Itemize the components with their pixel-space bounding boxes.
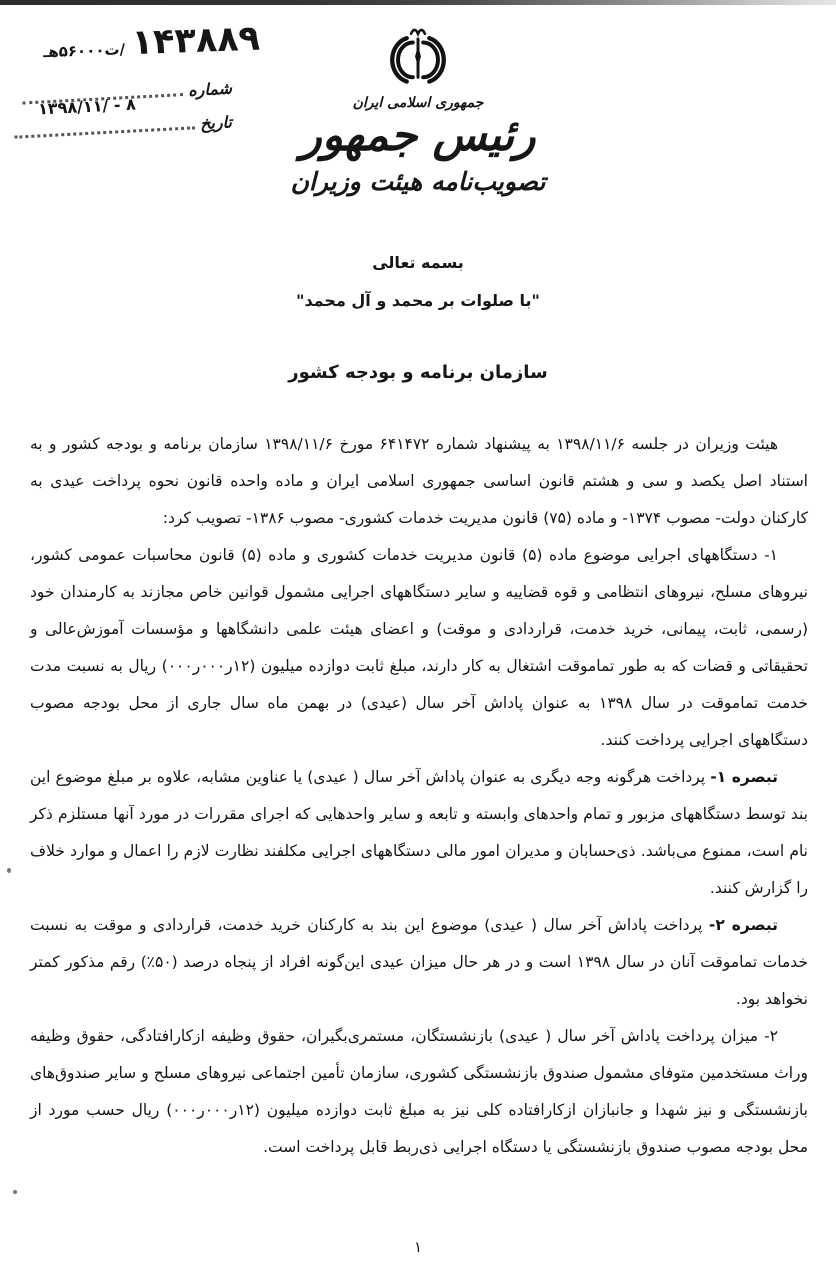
paragraph-preamble [30,426,808,537]
iran-emblem-icon [390,26,446,92]
dotted-leader [14,126,195,138]
handwritten-date: ۱۳۹۸/۱۱/ - ۸ [37,94,137,119]
paragraph-lead: ۱- [764,546,778,564]
paragraph-clause-1 [30,537,808,759]
paragraph-note-1 [30,759,808,907]
paragraph-lead: ۲- [764,1027,778,1045]
salawat-line: "با صلوات بر محمد و آل محمد" [296,291,540,310]
addressee-title: سازمان برنامه و بودجه کشور [288,362,548,383]
country-title: جمهوری اسلامی ایران [352,95,484,111]
paragraph-note-2 [30,907,808,1018]
date-field-row [14,114,235,141]
scan-speck [7,868,11,873]
page-number: ۱ [413,1238,423,1256]
paragraph-lead: تبصره ۲- [708,916,778,934]
number-label: شماره [187,78,233,100]
scan-artifact-strip [0,0,836,5]
ref-number-suffix: /ت۵۶۰۰۰هـ [42,40,126,62]
paragraph-text: پرداخت پاداش آخر سال ( عیدی) موضوع این بند به کارکنان خرید خدمت، قراردادی و موقت به نسبت خدمات تماموقت آنان در سال ۱۳۹۸ است و در هر حال میزان عیدی این‌گونه افراد از پنجاه درصد (۵۰٪) رقم مذکور کمتر نخواهد بود. [30,916,808,1008]
date-label: تاریخ [199,112,233,134]
ref-number-block [7,18,261,66]
basmala: بسمه تعالی [372,253,464,272]
paragraph-text: پرداخت هرگونه وجه دیگری به عنوان پاداش آخر سال ( عیدی) یا عناوین مشابه، علاوه بر مبلغ موضوع این بند توسط دستگاههای مزبور و تمام واحدهای وابسته و تابعه و سایر واحدهایی که اجرای مقررات در مورد آنها مستلزم ذکر نام است، ممنوع می‌باشد. ذی‌حسابان و مدیران امور مالی دستگاههای اجرایی مکلفند نظارت لازم را اعمال و موارد خلاف را گزارش کنند. [30,768,808,897]
paragraph-text: هیئت وزیران در جلسه ۱۳۹۸/۱۱/۶ به پیشنهاد شماره ۶۴۱۴۷۲ مورخ ۱۳۹۸/۱۱/۶ سازمان برنامه و بودجه کشور و به استناد اصل یکصد و سی و هشتم قانون اساسی جمهوری اسلامی ایران و ماده واحده قانون نحوه پرداخت عیدی به کارکنان دولت- مصوب ۱۳۷۴- و ماده (۷۵) قانون مدیریت خدمات کشوری- مصوب ۱۳۸۶- تصویب کرد: [30,435,808,527]
president-calligraphy: رئیس جمهور [300,110,536,161]
scan-speck [13,1190,17,1194]
letterhead-center [248,26,588,196]
decree-body [30,426,808,1166]
paragraph-text: دستگاههای اجرایی موضوع ماده (۵) قانون مدیریت خدمات کشوری و ماده (۵) قانون محاسبات عمومی کشور، نیروهای مسلح، نیروهای انتظامی و قوه قضاییه و سایر دستگاههای اجرایی مشمول قوانین خاص مجازند به کارمندان خود (رسمی، ثابت، پیمانی، خرید خدمت، قراردادی و موقت) و اعضای هیئت علمی دانشگاهها و مؤسسات آموزش‌عالی و تحقیقاتی و قضات که به طور تماموقت اشتغال به کار دارند، مبلغ ثابت دوازده میلیون (۱۲ر۰۰۰ر۰۰۰) ریال به نسبت مدت خدمت تماموقت در سال ۱۳۹۸ به عنوان پاداش آخر سال (عیدی) در بهمن ماه سال جاری از محل بودجه مصوب دستگاههای اجرایی پرداخت کنند. [30,546,808,749]
paragraph-lead: تبصره ۱- [710,768,778,786]
ref-number-main: ۱۴۳۸۸۹ [131,18,261,64]
paragraph-text: میزان پرداخت پاداش آخر سال ( عیدی) بازنشستگان، مستمری‌بگیران، حقوق وظیفه ازکارافتادگی، حقوق وظیفه وراث مستخدمین متوفای مشمول صندوق بازنشستگی کشوری، سازمان تأمین اجتماعی نیروهای مسلح و سایر صندوق‌های بازنشستگی و نیز شهدا و جانبازان ازکارافتاده کلی نیز به مبلغ ثابت دوازده میلیون (۱۲ر۰۰۰ر۰۰۰) ریال حسب مورد از محل بودجه مصوب صندوق بازنشستگی یا دستگاه اجرایی ذی‌ربط قابل پرداخت است. [30,1027,808,1156]
paragraph-clause-2 [30,1018,808,1166]
doc-type-calligraphy: تصویب‌نامه هیئت وزیران [290,166,546,196]
